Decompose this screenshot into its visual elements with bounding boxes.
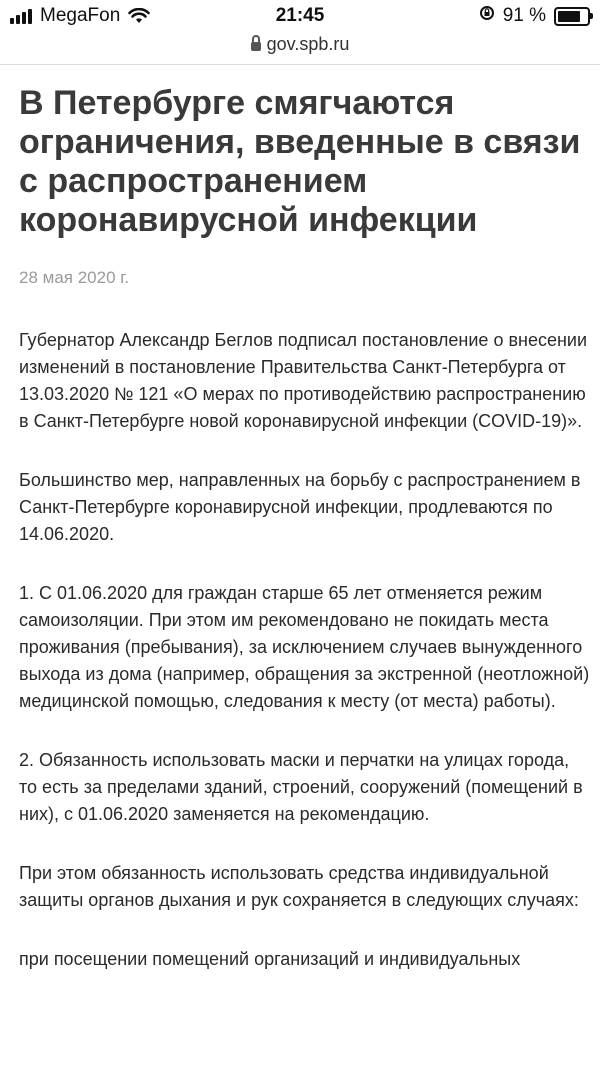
status-right (479, 5, 590, 27)
carrier-name: MegaFon (40, 5, 121, 26)
status-bar (0, 0, 600, 30)
url-text: gov.spb.ru (266, 33, 350, 54)
article-date: 28 мая 2020 г. (19, 268, 130, 287)
address-bar[interactable] (0, 30, 600, 58)
header-divider (0, 64, 600, 65)
article-paragraph: Большинство мер, направленных на борьбу с распространением в Санкт-Петербурге коронавирусной инфекции, продлеваются по 14.06.2020. (19, 470, 581, 544)
lock-icon (251, 42, 261, 51)
battery-fill (558, 11, 580, 22)
article-paragraph: При этом обязанность использовать средства индивидуальной защиты органов дыхания и рук сохраняется в следующих случаях: (19, 863, 579, 910)
article-paragraph: при посещении помещений организаций и индивидуальных (19, 949, 521, 969)
article (19, 84, 591, 973)
orientation-lock-icon (479, 5, 495, 27)
clock: 21:45 (275, 5, 325, 26)
battery-icon (554, 7, 590, 26)
article-paragraph: 2. Обязанность использовать маски и перчатки на улицах города, то есть за пределами зданий, строений, сооружений (помещений в них), с 01.06.2020 заменяется на рекомендацию. (19, 750, 583, 824)
article-title: В Петербурге смягчаются ограничения, введенные в связи с распространением коронавирусной инфекции (19, 84, 581, 239)
battery-percent: 91 % (502, 5, 546, 26)
article-paragraph: Губернатор Александр Беглов подписал постановление о внесении изменений в постановление Правительства Санкт-Петербурга от 13.03.2020 № 121 «О мерах по противодействию распространению в Санкт-Петербурге новой коронавирусной инфекции (COVID-19)». (19, 330, 588, 431)
article-paragraph: 1. С 01.06.2020 для граждан старше 65 лет отменяется режим самоизоляции. При этом им рекомендовано не покидать места проживания (пребывания), за исключением случаев вынужденного выхода из дома (например, обращения за экстренной (неотложной) медицинской помощью, следования к месту (от места) работы). (19, 583, 590, 711)
